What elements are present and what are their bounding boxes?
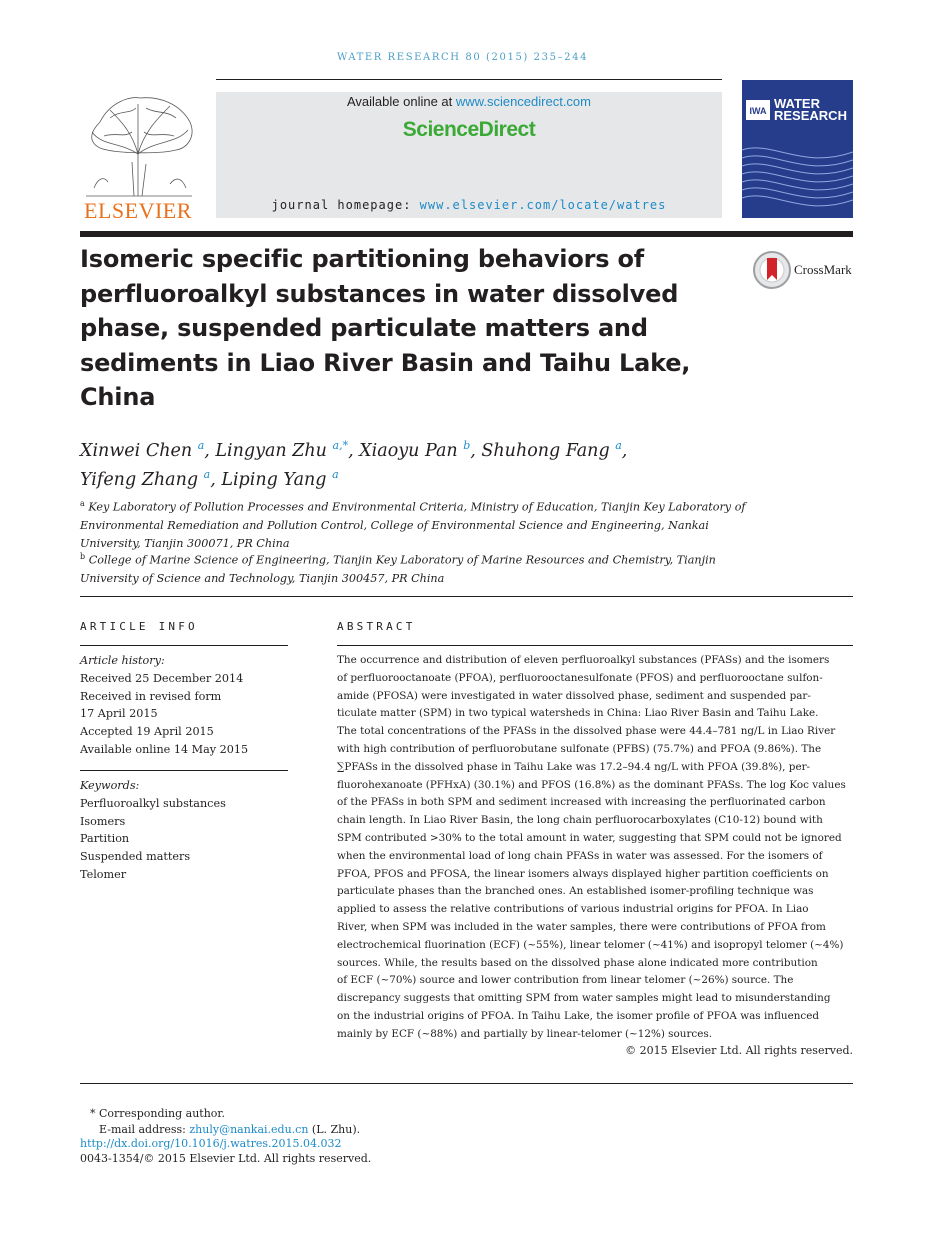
title-line: Isomeric specific partitioning behaviors of: [80, 245, 645, 273]
affiliation-mark: a: [80, 499, 85, 508]
article-info-heading: ARTICLE INFO: [80, 620, 198, 633]
crossmark-label: CrossMark: [794, 262, 852, 277]
available-prefix: Available online at: [346, 94, 456, 109]
author-affil-mark: a: [203, 467, 211, 481]
abstract-line: chain length. In Liao River Basin, the long chain perfluorocarboxylates (C10-12) bound with: [337, 814, 823, 827]
title-line: China: [80, 383, 156, 411]
abstract-line: SPM contributed >30% to the total amount in water, suggesting that SPM could not be ignored: [337, 831, 842, 844]
keyword: Partition: [80, 832, 130, 846]
abstract-line: applied to assess the relative contributions of various industrial origins for PFOA. In Liao: [337, 903, 809, 916]
abstract-line: River, when SPM was included in the water samples, there were contributions of PFOA from: [337, 920, 826, 933]
available-online-text: [216, 94, 722, 109]
author-affil-mark: a,*: [332, 439, 349, 452]
abstract-line: fluorohexanoate (PFHxA) (30.1%) and PFOS (16.8%) as the dominant PFASs. The log Koc values: [337, 778, 846, 791]
history-label: Article history:: [80, 654, 165, 667]
history-item: Received in revised form: [80, 689, 222, 703]
abstract-copyright: © 2015 Elsevier Ltd. All rights reserved.: [625, 1044, 853, 1057]
keywords: [80, 777, 288, 884]
abstract-line: of the PFASs in both SPM and sediment increased with increasing the perfluorinated carbon: [337, 796, 826, 809]
issn-line: 0043-1354/© 2015 Elsevier Ltd. All rights reserved.: [80, 1152, 372, 1165]
email-link[interactable]: zhuly@nankai.edu.cn: [189, 1123, 309, 1136]
abstract-line: electrochemical fluorination (ECF) (~55%), linear telomer (~41%) and isopropyl telomer (~4%): [337, 938, 844, 951]
affiliation-line: $^b$ College of Marine Science of Engineering, Tianjin Key Laboratory of Marine Resources and Chemistry, Tianjin: [80, 552, 716, 567]
abstract-line: particulate phases than the branched ones. An established isomer-profiling technique was: [337, 885, 814, 898]
affiliation-line: University of Science and Technology, Tianjin 300457, PR China: [80, 571, 445, 585]
keyword: Suspended matters: [80, 850, 191, 864]
footer-divider: [80, 1083, 853, 1084]
author-name[interactable]: Liping Yang: [221, 469, 327, 490]
article-info-rule: [80, 645, 288, 646]
author-affil-mark: a: [197, 439, 205, 452]
abstract-body: [337, 652, 853, 1044]
abstract-line: ∑PFASs in the dissolved phase in Taihu Lake was 17.2–94.4 ng/L with PFOA (39.8%), per-: [337, 760, 811, 773]
author-affil-mark: a: [615, 439, 622, 452]
article-history: [80, 652, 288, 759]
abstract-line: PFOA, PFOS and PFOSA, the linear isomers always displayed higher partition coefficients on: [337, 867, 829, 880]
abstract-line: The occurrence and distribution of eleven perfluoroalkyl substances (PFASs) and the isomers: [337, 654, 830, 666]
abstract-line: on the industrial origins of PFOA. In Taihu Lake, the isomer profile of PFOA was influenced: [337, 1009, 820, 1022]
affiliation-line: Environmental Remediation and Pollution Control, College of Environmental Science and Engineering, Nankai: [80, 518, 709, 532]
abstract-line: when the environmental load of long chain PFASs in water was assessed. For the isomers of: [337, 849, 823, 862]
author-name[interactable]: Shuhong Fang: [481, 440, 610, 461]
svg-text:IWA: IWA: [749, 106, 767, 116]
doi-line: [80, 1136, 342, 1151]
journal-homepage-link[interactable]: www.elsevier.com/locate/watres: [419, 198, 667, 212]
header-rule: [216, 79, 722, 80]
affiliation-b: [80, 548, 760, 588]
journal-homepage: [216, 198, 722, 212]
publisher-name: ELSEVIER: [84, 198, 192, 223]
author-name[interactable]: Xinwei Chen: [80, 440, 193, 461]
journal-reference: WATER RESEARCH 80 (2015) 235–244: [336, 52, 589, 63]
keyword: Perfluoroalkyl substances: [80, 796, 226, 810]
history-item: Received 25 December 2014: [80, 671, 244, 685]
article-title: [80, 242, 720, 415]
author-name[interactable]: Xiaoyu Pan: [359, 440, 458, 461]
sciencedirect-link[interactable]: www.sciencedirect.com: [455, 94, 591, 109]
corresponding-author-note: * Corresponding author.: [90, 1107, 225, 1120]
email-suffix: (L. Zhu).: [308, 1123, 361, 1136]
author-affil-mark: a: [332, 467, 339, 481]
history-item: 17 April 2015: [80, 707, 158, 721]
abstract-rule: [337, 645, 853, 646]
author-affil-mark: b: [463, 439, 471, 452]
cover-title-line2: RESEARCH: [774, 108, 847, 123]
abstract-line: of ECF (~70%) source and lower contribution from linear telomer (~26%) source. The: [337, 974, 794, 987]
affiliation-mark: b: [80, 552, 86, 561]
keyword: Telomer: [80, 867, 127, 881]
crossmark-icon: [752, 250, 792, 290]
doi-link[interactable]: http://dx.doi.org/10.1016/j.watres.2015.04.032: [80, 1137, 342, 1150]
abstract-line: ticulate matter (SPM) in two typical watersheds in China: Liao River Basin and Taihu Lake.: [337, 707, 819, 720]
history-item: Available online 14 May 2015: [80, 742, 249, 756]
abstract-line: of perfluorooctanoate (PFOA), perfluorooctanesulfonate (PFOS) and perfluorooctane sulfon-: [337, 671, 823, 684]
history-item: Accepted 19 April 2015: [80, 725, 214, 739]
abstract-line: The total concentrations of the PFASs in the dissolved phase were 44.4–781 ng/L in Liao River: [337, 725, 836, 738]
keywords-label: Keywords:: [80, 779, 140, 792]
sciencedirect-brand: ScienceDirect: [402, 118, 536, 141]
abstract-line: with high contribution of perfluorobutane sulfonate (PFBS) (75.7%) and PFOA (9.86%). The: [337, 742, 822, 755]
abstract-line: discrepancy suggests that omitting SPM from water samples might lead to misunderstanding: [337, 992, 831, 1005]
affiliation-a: [80, 495, 760, 553]
abstract-line: sources. While, the results based on the dissolved phase alone indicated more contribution: [337, 956, 818, 969]
title-line: sediments in Liao River Basin and Taihu Lake,: [80, 348, 691, 377]
title-rule: [80, 231, 853, 237]
title-line: perfluoroalkyl substances in water dissolved: [80, 279, 679, 308]
section-divider: [80, 596, 853, 597]
keywords-rule: [80, 770, 288, 771]
author-list: Xinwei Chen $^a$, Lingyan Zhu $^{a,*}$, Xiaoyu Pan $^b$, Shuhong Fang $^a$, Yifeng Zhang $^a$, Liping Yang $^a$: [80, 439, 628, 490]
affiliation-line: $^a$ Key Laboratory of Pollution Processes and Environmental Criteria, Ministry of Education, Tianjin Key Laboratory of: [80, 499, 746, 514]
author-name[interactable]: Yifeng Zhang: [80, 469, 199, 490]
email-prefix: E-mail address:: [99, 1123, 190, 1136]
affiliation-line: University, Tianjin 300071, PR China: [80, 536, 290, 550]
abstract-heading: ABSTRACT: [337, 620, 416, 633]
cover-title: [774, 98, 847, 122]
author-name[interactable]: Lingyan Zhu: [215, 440, 327, 461]
homepage-prefix: journal homepage:: [271, 198, 420, 212]
abstract-line: amide (PFOSA) were investigated in water dissolved phase, sediment and suspended par-: [337, 689, 811, 702]
title-line: phase, suspended particulate matters and: [80, 314, 648, 342]
cover-title-line1: WATER: [774, 96, 820, 111]
journal-cover: [742, 80, 853, 218]
email-line: [99, 1122, 360, 1137]
keyword: Isomers: [80, 814, 126, 828]
crossmark-badge[interactable]: [752, 248, 862, 292]
abstract-line: mainly by ECF (~88%) and partially by linear-telomer (~12%) sources.: [337, 1027, 713, 1040]
